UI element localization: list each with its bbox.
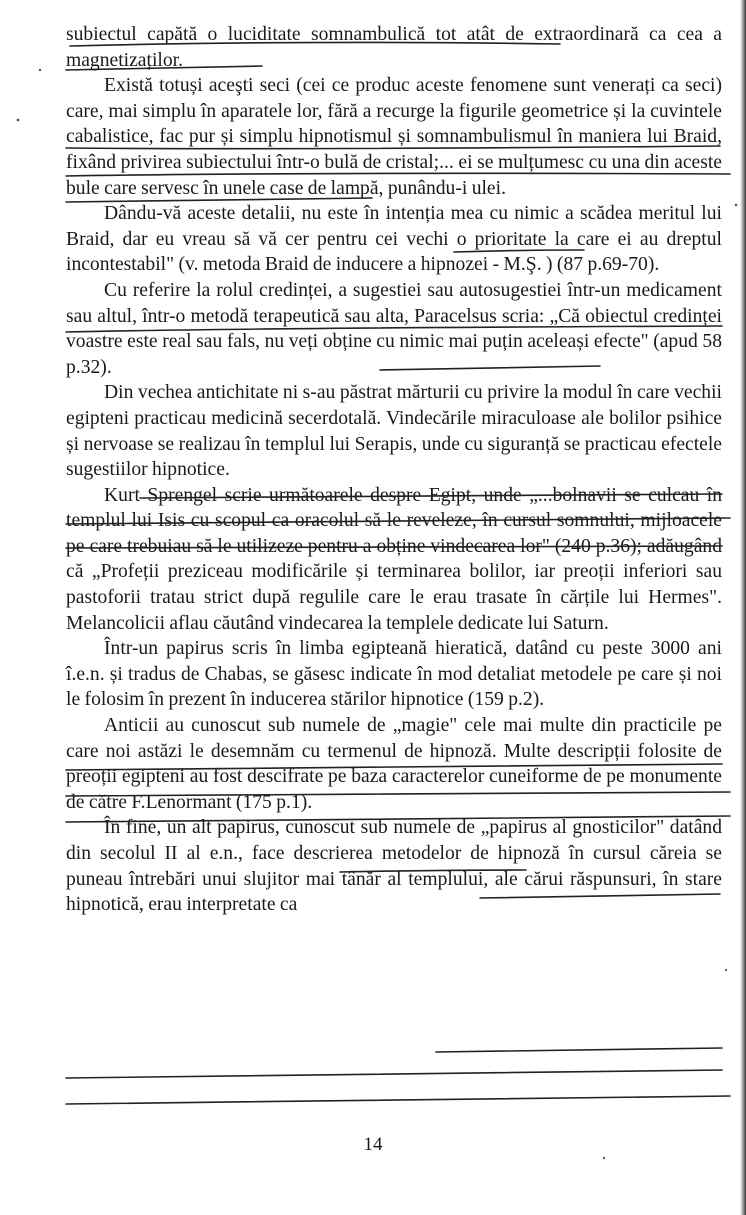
underline-mark [66,1096,730,1104]
paragraph-5: Din vechea antichitate ni s-au păstrat mărturii cu privire la modul în care vechii egipteni practicau medicină secerdotală. Vindecările miraculoase ale bolilor psihice și nervoase se realizau în templul lui Serapis, unde cu siguranță se practicau efectele sugestiilor hipnotice. [66,382,722,481]
scan-edge-shadow [740,0,746,1215]
body-text [66,22,722,918]
page-number: 14 [363,1134,383,1155]
underline-mark [66,1070,722,1078]
paragraph-8: Anticii au cunoscut sub numele de „magie" cele mai multe din practicile pe care noi astăzi le desemnăm cu termenul de hipnoză. Multe descripții folosite de preoții egipteni au fost descifrate pe baza caracterelor cuneiforme de pe monumente de către F.Lenormant (175 p.1). [66,715,722,813]
paragraph-7: Într-un papirus scris în limba egipteană hieratică, datând cu peste 3000 ani î.e.n. și tradus de Chabas, se găsesc indicate în mod detaliat metodele pe care și noi le folosim în prezent în inducerea stărilor hipnotice (159 p.2). [66,638,722,711]
paragraph-9: În fine, un alt papirus, cunoscut sub numele de „papirus al gnosticilor" datând din secolul II al e.n., face descrierea metodelor de hipnoză în cursul căreia se puneau întrebări unui slujitor mai tânăr al templului, ale cărui răspunsuri, în stare hipnotică, erau interpretate ca [66,817,722,916]
paragraph-4: Cu referire la rolul credinței, a sugestiei sau autosugestiei într-un medicament sau altul, într-o metodă terapeutică sau alta, Paracelsus scria: „Că obiectul credinței voastre este real sau fals, nu veți obține cu nimic mai puțin aceleași efecte" (apud 58 p.32). [66,279,722,378]
paragraph-3: Dându-vă aceste detalii, nu este în intenția mea cu nimic a scădea meritul lui Braid, dar eu vreau să vă cer pentru cei vechi o prioritate la care ei au dreptul incontestabil" (v. metoda Braid de inducere a hipnozei - M.Ş. ) (87 p.69-70). [66,203,722,276]
paragraph-1: subiectul capătă o luciditate somnambulică tot atât de extraordinară ca cea a magnetizaților. [66,24,722,71]
underline-mark [436,1048,722,1052]
paragraph-6: Kurt Sprengel scrie următoarele despre Egipt, unde „...bolnavii se culcau în templul lui Isis cu scopul ca oracolul să le reveleze, în cursul somnului, mijloacele pe care trebuiau să le utilizeze pentru a obține vindecarea lor" (240 p.36); adăugând că „Profeții preziceau modificările și terminarea bolilor, iar preoții inferiori sau pastoforii tratau strict după regulile care le erau trasate în cărțile lui Hermes". Melancolicii aflau căutând vindecarea la templele dedicate lui Saturn. [66,484,722,634]
paragraph-2: Există totuși aceşti seci (cei ce produc aceste fenomene sunt venerați ca seci) care, mai simplu în aparatele lor, fără a recurge la figurile geometrice și la cuvintele cabalistice, fac pur și simplu hipnotismul și somnambulismul în maniera lui Braid, fixând privirea subiectului într-o bulă de cristal;... ei se mulțumesc cu una din aceste bule care servesc în unele case de lampă, punându-i ulei. [66,75,722,199]
